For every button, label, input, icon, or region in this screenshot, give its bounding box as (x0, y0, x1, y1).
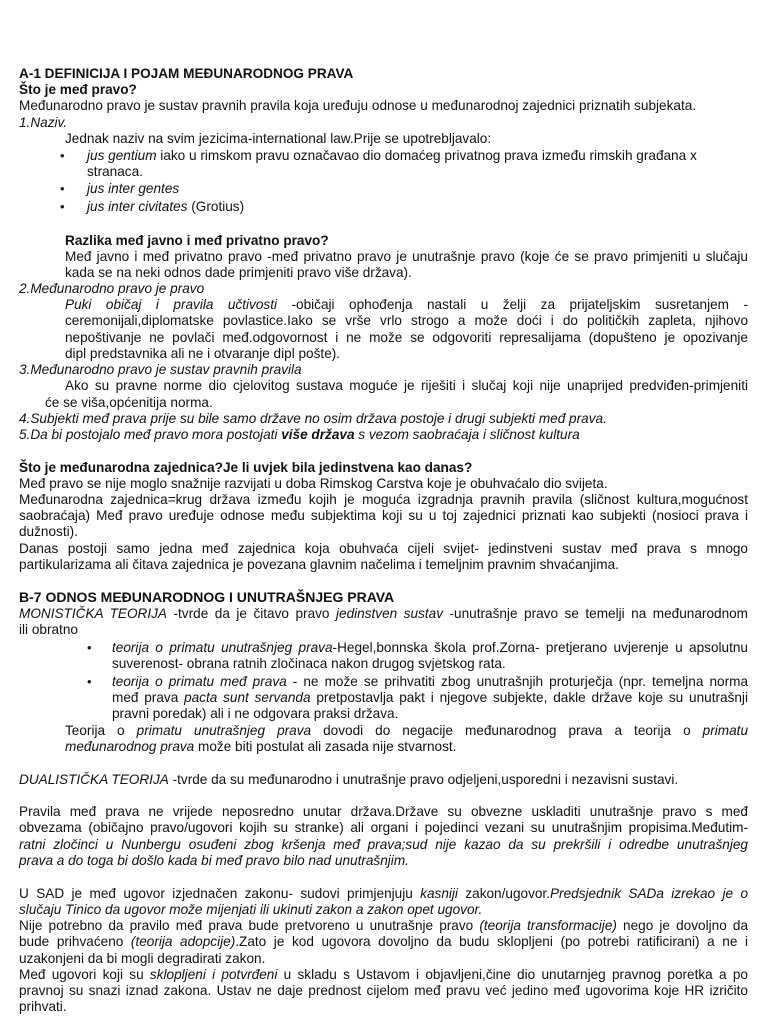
term-primat-unutrasnjeg-prava: primatu unutrašnjeg prava (136, 723, 312, 738)
term-jus-gentium: jus gentium (87, 148, 157, 163)
teorija-conclusion-line-1 (65, 723, 748, 739)
term-sklopljeni-potvrdeni: sklopljeni i potvrđeni (149, 967, 278, 982)
sad-line-1 (19, 886, 748, 902)
pravo-line-2: ceremonijali,diplomatske povlastice.Iako se vrše vrlo strogo a može doći i do političkih zapleta, njihovo (65, 313, 748, 328)
transformacija-line-1 (19, 918, 748, 934)
zajednica-line-3: saobraćaja) Međ pravo uređuje odnose među subjektima koji su u toj zajednici priznati kao subjekti (nosioci prava i (19, 508, 748, 523)
question-med-pravo: Što je međ pravo? (19, 82, 137, 97)
razlika-line-2: kada se na neki odnos dade primjeniti pravo više država). (65, 265, 412, 280)
sad-text-c: Predsjednik SADa izrekao je o (549, 886, 749, 901)
ugovori-line-2: pravnoj su snazi iznad zakona. Ustav ne daje prednost cijelom međ pravu već jedino međ ugovorima koje HR izričito (19, 983, 748, 998)
ugovori-text-b: u skladu s Ustavom i objavljeni,čine dio unutarnjeg pravnog poretka a po (277, 967, 748, 982)
ugovori-line-3: prihvati. (19, 999, 67, 1014)
ugovori-line-1 (19, 967, 748, 983)
pravo-line-1-rest: -običaji ophođenja nastali u želji za prijateljskim susretanjem - (277, 297, 748, 312)
section-heading-b7: B-7 ODNOS MEĐUNARODNOG I UNUTRAŠNJEG PRAVA (19, 589, 395, 605)
bullet-jus-gentium-desc: iako u rimskom pravu označavao dio domaćeg privatnog prava između rimskih građana x (156, 148, 697, 163)
pravo-line-4: dipl predstavnika ali ne i otvaranje dipl pošte). (65, 346, 341, 361)
bullet-icon: • (60, 181, 65, 196)
zajednica-line-4: dužnosti). (19, 524, 78, 539)
pravila-line-1: Pravila međ prava ne vrijede neposredno unutar država.Države su obvezne uskladiti unutrašnje pravo s međ (19, 804, 748, 819)
bullet-jus-inter-civitates (87, 199, 748, 215)
adopcija-text-a: bude prihvaćeno (19, 934, 131, 949)
bullet-jus-gentium-cont: stranaca. (87, 164, 143, 179)
bullet-icon: • (87, 674, 92, 689)
monisticka-line-1 (19, 606, 748, 622)
vise-drzava-emph: više država (281, 427, 355, 442)
sad-line-2: slučaju Tinico da ugovor može mijenjati ili ukinuti zakon a zakon opet ugovor. (19, 902, 483, 917)
teorija-unutrasnjeg-line-2: suverenost- obrana ratnih zločinaca nakon drugog svjetskog rata. (112, 656, 506, 671)
vise-drzava-start: 5.Da bi postojalo međ pravo mora postojati (19, 427, 282, 442)
section-heading-a1: A-1 DEFINICIJA I POJAM MEĐUNARODNOG PRAVA (19, 66, 354, 81)
teorija-conclusion-line-2 (65, 739, 748, 755)
term-jus-inter-civitates: jus inter civitates (87, 199, 188, 214)
pravila-line-4: prava a do toga bi došlo kada bi međ pravo bilo nad unutrašnjim. (19, 853, 409, 868)
definition-text: Međunarodno pravo je sustav pravnih pravila koja uređuju odnose u međunarodnoj zajednici priznatih subjekata. (19, 98, 697, 113)
conclusion-text-b: dovodi do negacije međunarodnog prava a teorija o (311, 723, 703, 738)
subheading-sustav: 3.Međunarodno pravo je sustav pravnih pravila (19, 362, 302, 377)
term-primat-med: teorija o primatu međ prava (112, 674, 287, 689)
pravo-line-1 (65, 297, 748, 313)
transformacija-line-3: uzakonjeni da bi mogli degradirati zakon. (19, 951, 266, 966)
term-jedinstven-sustav: jedinstven sustav (335, 606, 443, 621)
term-primatu: primatu (702, 723, 748, 738)
term-primat-unutrasnjeg: teorija o primatu unutrašnjeg prava (112, 640, 333, 655)
transformacija-line-2 (19, 934, 748, 950)
teorija-med-line-2 (112, 690, 748, 706)
zajednica-line-1: Međ pravo se nije moglo snažnije razvijati u doba Rimskog Carstva koje je obuhvaćalo dio svijeta. (19, 476, 608, 491)
monisticka-line-2: ili obratno (19, 622, 78, 637)
sustav-line-1: Ako su pravne norme dio cjelovitog sustava moguće je riješiti i slučaj koji nije unaprijed predviđen-primjeniti (65, 378, 748, 393)
teorija-unutrasnjeg-line-1 (112, 640, 748, 656)
dualisticka-text: -tvrde da su međunarodno i unutrašnje pravo odjeljeni,usporedni i nezavisni sustavi. (168, 772, 679, 787)
bullet-jus-gentium (87, 148, 748, 164)
term-monisticka-teorija: MONISTIČKA TEORIJA (19, 606, 167, 621)
conclusion-text-a: Teorija o (65, 723, 137, 738)
term-teorija-adopcije: (teorija adopcije) (130, 934, 236, 949)
bullet-icon: • (87, 640, 92, 655)
subjekti-line: 4.Subjekti međ prava prije su bile samo države no osim država postoje i drugi subjekti međ prava. (19, 411, 607, 426)
ugovori-text-a: Međ ugovori koji su (19, 967, 150, 982)
teorija-med-text-b: pretpostavlja pakt i njegove subjekte, dakle države koje su unutrašnji (310, 690, 748, 705)
transformacija-text-a: Nije potrebno da pravilo međ prava bude pretvoreno u unutrašnje pravo (19, 918, 480, 933)
vise-drzava-end: s vezom saobraćaja i sličnost kultura (354, 427, 580, 442)
term-medunarodnog-prava: međunarodnog prava (65, 739, 195, 754)
subheading-naziv: 1.Naziv. (19, 115, 68, 130)
dualisticka-line (19, 772, 748, 788)
pravila-line-2: obvezama (običajno pravo/ugovori kojih su stranke) ali organi i pojedinci vezani su unutrašnjim propisima.Međutim- (19, 820, 748, 835)
sad-text-b: zakon/ugovor. (457, 886, 550, 901)
teorija-med-line-1 (112, 674, 748, 690)
sustav-line-2: će se viša,općenitija norma. (45, 395, 213, 410)
term-kasniji: kasniji (420, 886, 458, 901)
vise-drzava-line (19, 427, 748, 443)
subheading-razlika: Razlika međ javno i međ privatno pravo? (65, 233, 329, 248)
monisticka-text-b: -unutrašnje pravo se temelji na međunarodnom (443, 606, 749, 621)
term-teorija-transformacije: (teorija transformacije) (479, 918, 617, 933)
zajednica-line-2: Međunarodna zajednica=krug država između kojih je moguća izgradnja pravnih pravila (sličnost kultura,mogućnost (19, 492, 748, 507)
monisticka-text-a: -tvrde da je čitavo pravo (167, 606, 336, 621)
bullet-jus-inter-gentes: jus inter gentes (87, 181, 180, 196)
question-med-zajednica: Što je međunarodna zajednica?Je li uvjek bila jedinstvena kao danas? (19, 460, 473, 475)
teorija-med-text-a: međ prava (112, 690, 185, 705)
bullet-grotius: (Grotius) (187, 199, 245, 214)
conclusion-text-c: može biti postulat ali zasada nije stvarnost. (194, 739, 457, 754)
term-puki-obicaj: Puki običaj i pravila učtivosti (65, 297, 278, 312)
teorija-unutrasnjeg-text: -Hegel,bonnska škola prof.Zorna- pretjerano uvjerenje u apsolutnu (332, 640, 748, 655)
sad-text-a: U SAD je međ ugovor izjednačen zakonu- sudovi primjenjuju (19, 886, 421, 901)
teorija-med-text: - ne može se prihvatiti zbog unutrašnjih proturječja (npr. temeljna norma (286, 674, 749, 689)
term-pacta-sunt-servanda: pacta sunt servanda (184, 690, 311, 705)
bullet-icon: • (60, 199, 65, 214)
pravo-line-3: nepoštivanje ne povlači međ.odgovornost i ne može se odgovoriti represalijama (dopušteno je opozivanje (65, 330, 748, 345)
zajednica-line-5: Danas postoji samo jedna međ zajednica koja obuhvaća cijeli svijet- jedinstveni sustav međ prava s mnogo (19, 541, 748, 556)
naziv-text: Jednak naziv na svim jezicima-international law.Prije se upotrebljavalo: (65, 131, 492, 146)
transformacija-text-b: nego je dovoljno da (616, 918, 748, 933)
pravila-line-3: ratni zločinci u Nunbergu osuđeni zbog kršenja međ prava;sud nije kazao da su prekršili i odredbe unutrašnjeg (19, 837, 748, 852)
subheading-pravo-je-pravo: 2.Međunarodno pravo je pravo (19, 281, 205, 296)
term-dualisticka-teorija: DUALISTIČKA TEORIJA (19, 772, 169, 787)
adopcija-text-b: .Zato je kod ugovora dovoljno da budu sklopljeni (po potrebi ratificirani) a ne i (235, 934, 749, 949)
zajednica-line-6: partikularizama ali čitava zajednica je povezana glavnim načelima i temeljnim pravnim shvaćanjima. (19, 557, 619, 572)
bullet-icon: • (60, 148, 65, 163)
razlika-line-1: Međ javno i međ privatno pravo -međ privatno pravo je unutrašnje pravo (koje će se pravo primjeniti u slučaju (65, 249, 748, 264)
teorija-med-line-3: pravni poredak) ali i ne odgovara praksi država. (112, 706, 399, 721)
